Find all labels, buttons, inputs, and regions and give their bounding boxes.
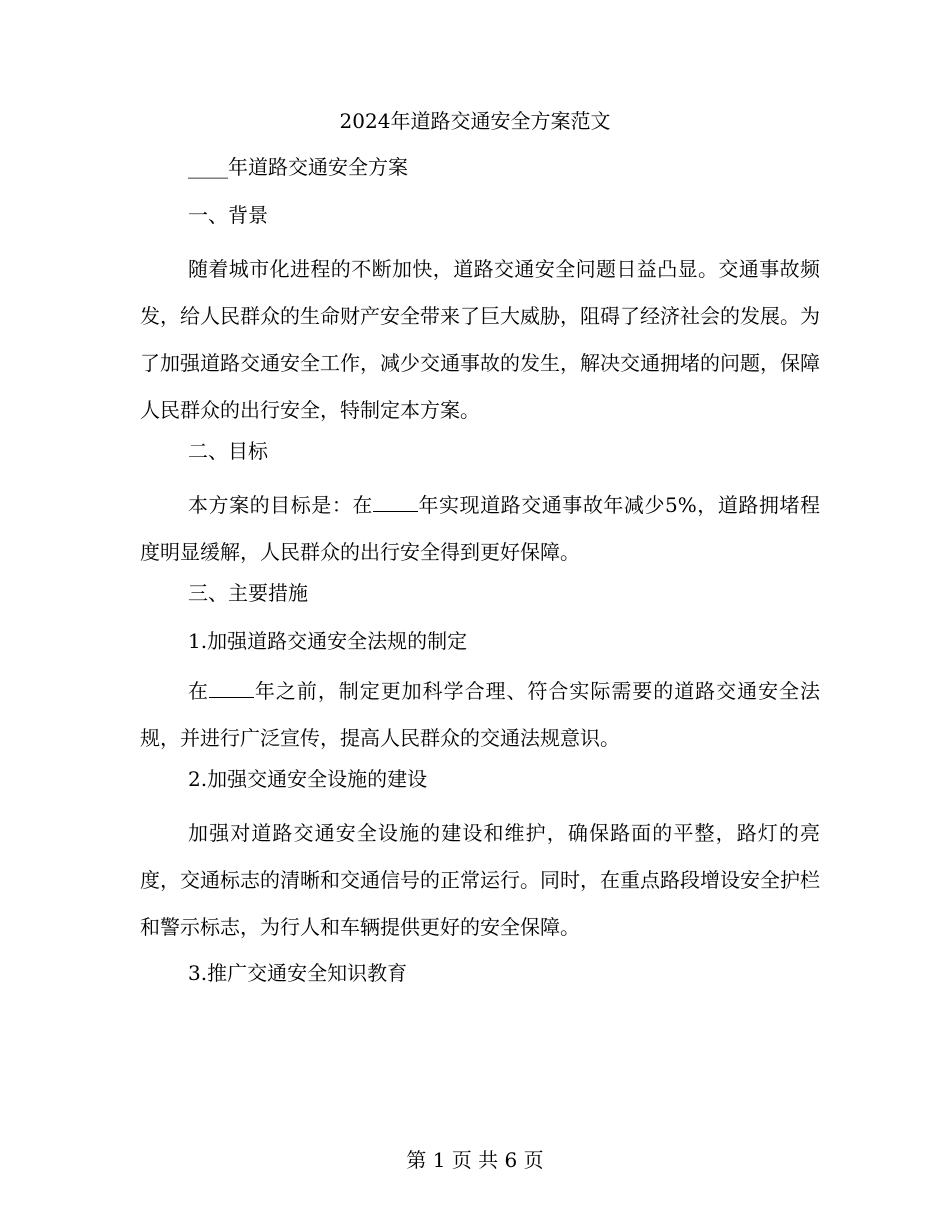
measure-paragraph-1 xyxy=(140,668,820,762)
measure-heading-1: 1.加强道路交通安全法规的制定 xyxy=(188,629,468,653)
measure1-text-end: 年之前，制定更加科学合理、符合实际需要的道路交通安全法规，并进行广泛宣传，提高人民群众的交通法规意识。 xyxy=(140,679,821,750)
document-subtitle xyxy=(188,152,408,182)
section-heading-background: 一、背景 xyxy=(188,203,268,227)
paragraph-goals xyxy=(140,482,820,576)
measure-paragraph-2: 加强对道路交通安全设施的建设和维护，确保路面的平整，路灯的亮度，交通标志的清晰和交通信号的正常运行。同时，在重点路段增设安全护栏和警示标志，为行人和车辆提供更好的安全保障。 xyxy=(140,821,820,939)
subtitle-blank: ____ xyxy=(188,155,228,179)
goals-year-blank xyxy=(373,493,418,512)
section-heading-measures: 三、主要措施 xyxy=(188,581,308,605)
section-heading-goals: 二、目标 xyxy=(188,439,268,463)
paragraph-background: 随着城市化进程的不断加快，道路交通安全问题日益凸显。交通事故频发，给人民群众的生命财产安全带来了巨大威胁，阻碍了经济社会的发展。为了加强道路交通安全工作，减少交通事故的发生，解决交通拥堵的问题，保障人民群众的出行安全，特制定本方案。 xyxy=(140,257,820,422)
measure1-year-blank xyxy=(209,679,254,698)
goals-text-start: 本方案的目标是：在 xyxy=(188,493,373,517)
measure-heading-2: 2.加强交通安全设施的建设 xyxy=(188,767,428,791)
subtitle-text: 年道路交通安全方案 xyxy=(228,155,408,179)
document-title: 2024年道路交通安全方案范文 xyxy=(339,109,611,133)
page-footer: 第 1 页 共 6 页 xyxy=(406,1148,544,1172)
goals-text-end: 年实现道路交通事故年减少5%，道路拥堵程度明显缓解，人民群众的出行安全得到更好保障。 xyxy=(140,493,821,564)
measure1-text-start: 在 xyxy=(188,679,209,703)
measure-heading-3: 3.推广交通安全知识教育 xyxy=(188,961,408,985)
